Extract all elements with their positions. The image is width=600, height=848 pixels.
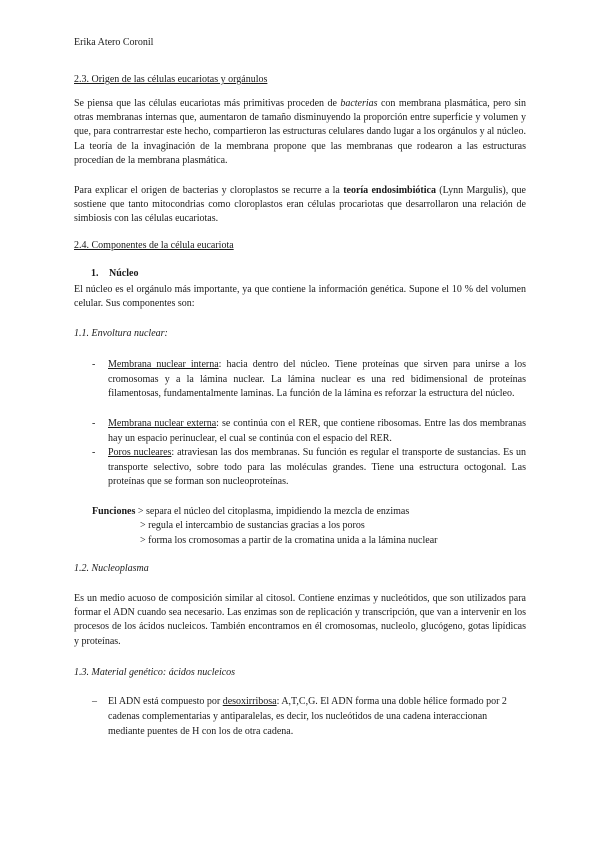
bullet-membrana-interna: [92, 358, 526, 402]
p1-italic-term: bacterias: [340, 98, 378, 109]
section-2-3-paragraph-2: [74, 184, 526, 227]
adn-bullet: [92, 695, 526, 739]
bullet-poros-nucleares: [92, 446, 526, 490]
nucleoplasma-paragraph: Es un medio acuoso de composición similar al citosol. Contiene enzimas y nucleótidos, que son utilizados para formar el ADN cuando sea necesario. Las enzimas son de replicación y transcripción, que van a intervenir en los procesos de los ácidos nucleicos. También encontramos en él cromosomas, nucleolo, glucógeno, gotas lipídicas y proteínas.: [74, 593, 526, 647]
bullet-term: Membrana nuclear externa: [108, 418, 217, 429]
p1-text-start: Se piensa que las células eucariotas más primitivas proceden de: [74, 98, 341, 109]
nucleoplasma-heading: 1.2. Nucleoplasma: [74, 563, 149, 574]
material-genetico-heading: 1.3. Material genético: ácidos nucleicos: [74, 667, 236, 678]
bullet-dash: -: [92, 418, 96, 429]
funciones-line-1: [92, 504, 409, 519]
bullet-text: [108, 695, 526, 739]
bullet-body: : hacia dentro del núcleo. Tiene proteínas que sirven para unirse a los cromosomas y a la lámina nuclear. La lámina nuclear es una red bidimensional de proteínas filamentosas, fundamentalmente laminas. La función de la lámina es reforzar la estructura del núcleo.: [108, 359, 526, 400]
p2-bold-term: teoría endosimbiótica: [343, 185, 436, 196]
p1-text-end: con membrana plasmática, pero sin otras membranas internas que, aumentaron de tamaño disminuyendo la proporción entre superficie y volumen y que, para contrarrestar este hecho, compartieron las estructuras celulares dando lugar a los orgánulos y al núcleo. La teoría de la invaginación de la membrana propone que las membranas que rodearon a las estructuras procedían de la membrana plasmática.: [74, 98, 526, 166]
bullet-dash: –: [92, 696, 97, 707]
bullet-term: Membrana nuclear interna: [108, 359, 219, 370]
bullet-dash: -: [92, 447, 96, 458]
adn-text-end: : A,T,C,G. El ADN forma una doble hélice formado por 2 cadenas complementarias y antiparalelas, es decir, los nucleótidos de una cadena interaccionan mediante puentes de H con los de otra cadena.: [108, 696, 507, 737]
bullet-dash: -: [92, 359, 96, 370]
nucleo-heading-number: 1.: [91, 268, 99, 279]
adn-text-start: El ADN está compuesto por: [108, 696, 223, 707]
bullet-term: Poros nucleares: [108, 447, 172, 458]
section-2-3-paragraph-1: [74, 97, 526, 168]
p2-text-start: Para explicar el origen de bacterias y cloroplastos se recurre a la: [74, 185, 344, 196]
funciones-label: Funciones: [92, 506, 136, 517]
bullet-text: [108, 358, 526, 402]
p2-text-end: (Lynn Margulis), que sostiene que tanto mitocondrias como cloroplastos eran células procariotas que desarrollaron una relación de simbiosis con las células eucariotas.: [74, 185, 526, 225]
funciones-line-2: > regula el intercambio de sustancias gracias a los poros: [140, 520, 365, 531]
funciones-line-3: > forma los cromosomas a partir de la cromatina unida a la lámina nuclear: [140, 535, 438, 546]
envoltura-nuclear-heading: 1.1. Envoltura nuclear:: [74, 328, 168, 339]
nucleo-intro: El núcleo es el orgánulo más importante, ya que contiene la información genética. Supone el 10 % del volumen celular. Sus componentes son:: [74, 284, 526, 310]
bullet-membrana-externa: [92, 417, 526, 446]
section-2-3-heading: 2.3. Origen de las células eucariotas y orgánulos: [74, 74, 268, 85]
author-name: Erika Atero Coronil: [74, 37, 154, 48]
section-2-4-heading: 2.4. Componentes de la célula eucariota: [74, 240, 234, 251]
bullet-text: [108, 446, 526, 490]
bullet-text: [108, 417, 526, 446]
bullet-body: : se continúa con el RER, que contiene ribosomas. Entre las dos membranas hay un espacio perinuclear, el cual se continúa con el espacio del RER.: [108, 418, 526, 444]
nucleo-heading: [91, 268, 138, 279]
funcion-item: > separa el núcleo del citoplasma, impidiendo la mezcla de enzimas: [137, 506, 410, 517]
bullet-body: : atraviesan las dos membranas. Su función es regular el transporte de sustancias. Es un transporte selectivo, sobre todo para las moléculas grandes. Tiene una estructura octogonal. Las proteínas que se forman son nucleoproteínas.: [108, 447, 526, 488]
nucleo-heading-label: Núcleo: [109, 268, 139, 279]
adn-term: desoxirribosa: [222, 696, 277, 707]
